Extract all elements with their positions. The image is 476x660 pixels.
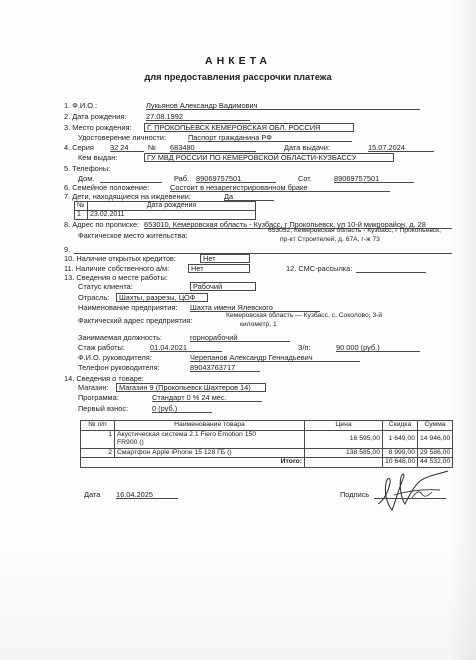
row-num-cell: 2 xyxy=(81,448,115,458)
manager-phone-value: 89043763717 xyxy=(190,363,260,372)
row-discount-cell: 8 999,00 xyxy=(383,448,418,458)
goods-label: 14. Сведения о товаре: xyxy=(64,374,144,383)
marital-status-label: 6. Семейное положение: xyxy=(64,183,150,192)
fio-label: 1. Ф.И.О.: xyxy=(64,101,98,110)
mobile-phone-label: Сот. xyxy=(298,174,312,183)
home-phone-value xyxy=(100,174,162,183)
birth-place-value: Г. ПРОКОПЬЕВСК КЕМЕРОВСКАЯ ОБЛ. РОССИЯ xyxy=(144,123,354,132)
registration-address-value: 653010, Кемеровская область - Кузбасс, г Прокопьевск, ул 10-й микрорайон, д. 28 xyxy=(144,220,452,229)
birth-date-value: 27.08.1992 xyxy=(146,112,250,121)
position-label: Занимаемая должность: xyxy=(78,333,163,342)
salary-label: З/п: xyxy=(298,343,311,352)
row-sum-cell: 14 946,00 xyxy=(418,430,453,448)
industry-label: Отрасль: xyxy=(78,293,110,302)
tenure-label: Стаж работы: xyxy=(78,343,125,352)
company-label: Наименование предприятия: xyxy=(78,303,178,312)
company-address-line2: километр, 1 xyxy=(240,321,277,328)
down-payment-value: 0 (руб.) xyxy=(152,404,212,413)
down-payment-label: Первый взнос: xyxy=(78,404,129,413)
goods-table xyxy=(80,420,453,468)
client-status-label: Статус клиента: xyxy=(78,282,133,291)
total-discount-cell: 10 648,00 xyxy=(383,458,418,468)
row-sum-cell: 29 586,00 xyxy=(418,448,453,458)
birth-date-label: 2. Дата рождения: xyxy=(64,112,127,121)
children-table xyxy=(74,201,256,220)
work-phone-label: Раб. xyxy=(174,174,190,183)
fio-value: Лукьянов Александр Вадимович xyxy=(146,101,420,110)
row-price-cell: 138 585,00 xyxy=(305,448,383,458)
signature-stroke-tail xyxy=(412,492,432,498)
issued-by-value: ГУ МВД РОССИИ ПО КЕМЕРОВСКОЙ ОБЛАСТИ-КУЗБАССУ xyxy=(144,153,394,162)
manager-label: Ф.И.О. руководителя: xyxy=(78,353,152,362)
total-row xyxy=(81,458,453,468)
manager-phone-label: Телефон руководителя: xyxy=(78,363,160,372)
signature-label: Подпись xyxy=(340,490,370,499)
phones-label: 5. Телефоны: xyxy=(64,164,111,173)
company-value: Шахта имени Ялевского xyxy=(190,303,320,312)
table-row xyxy=(81,430,453,448)
date-label: Дата xyxy=(84,490,101,499)
program-value: Стандарт 0 % 24 мес. xyxy=(152,393,262,402)
row-name-text: Акустическая система 2.1 Fiero Emotion 150 FR900 () xyxy=(117,430,257,446)
sms-value xyxy=(356,264,426,273)
total-price-cell xyxy=(305,458,383,468)
company-address-label: Фактический адрес предприятия: xyxy=(78,316,193,325)
passport-series-label: 4. Серия xyxy=(64,143,94,152)
mobile-phone-value: 89069757501 xyxy=(334,174,414,183)
shop-value: Магазин 9 (Прокопьевск Шахтеров 14) xyxy=(116,383,266,392)
work-phone-value: 89069757501 xyxy=(196,174,276,183)
item9-line xyxy=(74,245,452,254)
sms-label: 12. СМС-рассылка: xyxy=(286,264,353,273)
passport-number-value: 683480 xyxy=(170,143,256,152)
discount-column-header: Скидка xyxy=(383,421,418,431)
table-row xyxy=(75,211,256,220)
actual-address-line1: 653052, Кемеровская область - Кузбасс, г Прокопьевск, xyxy=(268,227,441,234)
children-birth-date-header: Дата рождения xyxy=(88,202,256,211)
actual-address-line2: пр-кт Строителей, д. 67А, г-ж 73 xyxy=(280,236,380,243)
row-name-text: Смартфон Apple iPhone 15 128 ГБ () xyxy=(117,448,232,456)
total-sum-cell: 44 532,00 xyxy=(418,458,453,468)
children-value: Да xyxy=(224,192,274,201)
table-row xyxy=(81,448,453,458)
row-name-cell xyxy=(115,430,305,448)
open-loans-value: Нет xyxy=(200,254,250,263)
id-document-label: Удостоверение личности: xyxy=(78,133,166,142)
form-title: АНКЕТА xyxy=(205,55,271,67)
issue-date-label: Дата выдачи: xyxy=(284,143,330,152)
total-label: Итого: xyxy=(81,458,305,468)
num-column-header: № п/п xyxy=(81,421,115,431)
issue-date-value: 15.07.2024 xyxy=(368,143,434,152)
home-phone-label: Дом. xyxy=(78,174,95,183)
scan-shadow-bottom xyxy=(0,540,476,660)
id-document-value: Паспорт гражданина РФ xyxy=(188,133,352,142)
employment-label: 13. Сведения о месте работы: xyxy=(64,273,168,282)
row-name-cell xyxy=(115,448,305,458)
row-num-cell: 1 xyxy=(81,430,115,448)
row-price-cell: 16 595,00 xyxy=(305,430,383,448)
form-subtitle: для предоставления рассрочки платежа xyxy=(144,72,332,82)
row-discount-cell: 1 649,00 xyxy=(383,430,418,448)
registration-address-label: 8. Адрес по прописке: xyxy=(64,220,140,229)
date-value: 16.04.2025 xyxy=(116,490,178,499)
actual-address-label: Фактическое место жительства: xyxy=(78,231,188,240)
goods-table-header xyxy=(81,421,453,431)
tenure-value: 01.04.2021 xyxy=(150,343,222,352)
children-label: 7. Дети, находящиеся на иждевении: xyxy=(64,192,191,201)
salary-value: 90 000 (руб.) xyxy=(336,343,420,352)
children-num-header: № xyxy=(75,202,88,211)
name-column-header: Наименование товара xyxy=(115,421,305,431)
client-status-value: Рабочий xyxy=(190,282,256,291)
handwritten-signature xyxy=(372,468,452,514)
item9-label: 9. xyxy=(64,245,71,254)
marital-status-value: Состоит в незарегистрированном браке xyxy=(170,183,390,192)
children-birth-date-cell: 23.02.2011 xyxy=(88,211,256,220)
open-loans-label: 10. Наличие открытых кредитов: xyxy=(64,254,176,263)
passport-number-label: № xyxy=(148,143,156,152)
birth-place-label: 3. Место рождения: xyxy=(64,123,132,132)
position-value: горнорабочий xyxy=(190,333,290,342)
company-address-line1: Кемеровская область — Кузбасс, с. Соколово, 3-й xyxy=(226,312,383,319)
manager-value: Черепанов Александр Геннадьевич xyxy=(190,353,360,362)
own-car-label: 11. Наличие собственного а/м: xyxy=(64,264,170,273)
children-table-header xyxy=(75,202,256,211)
sum-column-header: Сумма xyxy=(418,421,453,431)
industry-value: Шахты, разрезы, ЦОФ xyxy=(116,293,208,302)
own-car-value: Нет xyxy=(188,264,250,273)
price-column-header: Цена xyxy=(305,421,383,431)
issued-by-label: Кем выдан: xyxy=(78,153,118,162)
passport-series-value: 32 24 xyxy=(110,143,144,152)
shop-label: Магазин: xyxy=(78,383,109,392)
program-label: Программа: xyxy=(78,393,119,402)
children-num-cell: 1 xyxy=(75,211,88,220)
